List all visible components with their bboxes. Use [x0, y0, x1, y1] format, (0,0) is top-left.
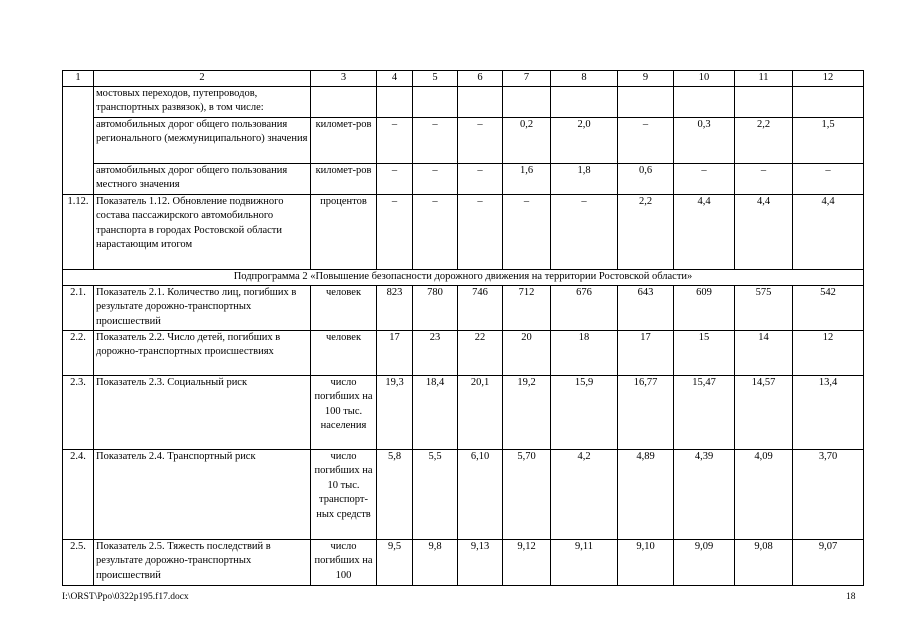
row-number: 2.1.: [63, 285, 94, 330]
indicator-name: мостовых переходов, путепроводов, транспортных развязок), в том числе:: [94, 86, 311, 117]
value-cell: 9,09: [674, 539, 735, 585]
value-cell: 12: [793, 330, 864, 375]
value-cell: –: [458, 194, 503, 269]
table-row: [63, 449, 864, 539]
value-cell: 14,57: [735, 375, 793, 449]
subprogram-row: [63, 269, 864, 285]
value-cell: 2,2: [735, 117, 793, 163]
value-cell: 4,09: [735, 449, 793, 539]
document-path: I:\ORST\Ppo\0322p195.f17.docx: [62, 592, 189, 602]
unit: процентов: [311, 194, 377, 269]
value-cell: –: [413, 194, 458, 269]
value-cell: [618, 86, 674, 117]
value-cell: 5,5: [413, 449, 458, 539]
column-number: 8: [551, 71, 618, 87]
value-cell: 3,70: [793, 449, 864, 539]
unit: [311, 86, 377, 117]
row-number: 1.12.: [63, 194, 94, 269]
value-cell: 676: [551, 285, 618, 330]
row-number: [63, 86, 94, 194]
value-cell: [503, 86, 551, 117]
column-number: 2: [94, 71, 311, 87]
value-cell: 20: [503, 330, 551, 375]
column-number: 6: [458, 71, 503, 87]
value-cell: 1,6: [503, 163, 551, 194]
table-row: [63, 539, 864, 585]
value-cell: 14: [735, 330, 793, 375]
value-cell: 19,2: [503, 375, 551, 449]
value-cell: [551, 86, 618, 117]
value-cell: –: [458, 163, 503, 194]
value-cell: 9,07: [793, 539, 864, 585]
value-cell: 823: [377, 285, 413, 330]
unit: число погибших на 100: [311, 539, 377, 585]
value-cell: [793, 86, 864, 117]
table-row: [63, 163, 864, 194]
page-number: 18: [846, 592, 856, 602]
value-cell: –: [735, 163, 793, 194]
value-cell: –: [551, 194, 618, 269]
value-cell: –: [458, 117, 503, 163]
indicator-name: автомобильных дорог общего пользования регионального (межмуниципального) значения: [94, 117, 311, 163]
table-row: [63, 375, 864, 449]
table-row: [63, 330, 864, 375]
value-cell: 609: [674, 285, 735, 330]
value-cell: 17: [618, 330, 674, 375]
value-cell: 18: [551, 330, 618, 375]
value-cell: 4,39: [674, 449, 735, 539]
value-cell: 0,3: [674, 117, 735, 163]
value-cell: 9,08: [735, 539, 793, 585]
column-number: 3: [311, 71, 377, 87]
value-cell: –: [377, 117, 413, 163]
indicator-name: Показатель 2.2. Число детей, погибших в дорожно-транспортных происшествиях: [94, 330, 311, 375]
value-cell: 746: [458, 285, 503, 330]
value-cell: 542: [793, 285, 864, 330]
value-cell: [735, 86, 793, 117]
table-row: [63, 86, 864, 117]
value-cell: –: [377, 194, 413, 269]
column-number: 1: [63, 71, 94, 87]
column-number: 12: [793, 71, 864, 87]
value-cell: 20,1: [458, 375, 503, 449]
row-number: 2.2.: [63, 330, 94, 375]
value-cell: 9,11: [551, 539, 618, 585]
value-cell: 9,13: [458, 539, 503, 585]
value-cell: 16,77: [618, 375, 674, 449]
value-cell: 15: [674, 330, 735, 375]
value-cell: 0,2: [503, 117, 551, 163]
table-row: [63, 194, 864, 269]
value-cell: 6,10: [458, 449, 503, 539]
value-cell: –: [377, 163, 413, 194]
row-number: 2.5.: [63, 539, 94, 585]
value-cell: 15,47: [674, 375, 735, 449]
indicators-table: [62, 70, 864, 586]
column-number: 10: [674, 71, 735, 87]
value-cell: –: [413, 117, 458, 163]
value-cell: 22: [458, 330, 503, 375]
value-cell: 13,4: [793, 375, 864, 449]
value-cell: 15,9: [551, 375, 618, 449]
value-cell: 9,10: [618, 539, 674, 585]
column-number: 7: [503, 71, 551, 87]
value-cell: 1,5: [793, 117, 864, 163]
row-number: 2.3.: [63, 375, 94, 449]
value-cell: –: [793, 163, 864, 194]
value-cell: –: [413, 163, 458, 194]
value-cell: 4,4: [674, 194, 735, 269]
value-cell: 5,8: [377, 449, 413, 539]
column-number: 5: [413, 71, 458, 87]
row-number: 2.4.: [63, 449, 94, 539]
indicator-name: Показатель 2.3. Социальный риск: [94, 375, 311, 449]
indicator-name: Показатель 1.12. Обновление подвижного состава пассажирского автомобильного транспорта в городах Ростовской области нарастающим итогом: [94, 194, 311, 269]
value-cell: 4,2: [551, 449, 618, 539]
indicator-name: автомобильных дорог общего пользования местного значения: [94, 163, 311, 194]
value-cell: 9,8: [413, 539, 458, 585]
value-cell: 4,4: [735, 194, 793, 269]
value-cell: –: [503, 194, 551, 269]
unit: километ-ров: [311, 117, 377, 163]
indicator-name: Показатель 2.4. Транспортный риск: [94, 449, 311, 539]
value-cell: 9,5: [377, 539, 413, 585]
table-row: [63, 117, 864, 163]
value-cell: –: [674, 163, 735, 194]
column-number-row: [63, 71, 864, 87]
unit: число погибших на 10 тыс. транспорт-ных средств: [311, 449, 377, 539]
value-cell: 23: [413, 330, 458, 375]
unit: число погибших на 100 тыс. населения: [311, 375, 377, 449]
column-number: 9: [618, 71, 674, 87]
value-cell: –: [618, 117, 674, 163]
value-cell: 19,3: [377, 375, 413, 449]
column-number: 4: [377, 71, 413, 87]
unit: человек: [311, 330, 377, 375]
value-cell: 5,70: [503, 449, 551, 539]
value-cell: 575: [735, 285, 793, 330]
value-cell: [458, 86, 503, 117]
value-cell: 17: [377, 330, 413, 375]
value-cell: 712: [503, 285, 551, 330]
column-number: 11: [735, 71, 793, 87]
value-cell: 0,6: [618, 163, 674, 194]
value-cell: [377, 86, 413, 117]
table-row: [63, 285, 864, 330]
value-cell: [674, 86, 735, 117]
value-cell: 4,4: [793, 194, 864, 269]
value-cell: 1,8: [551, 163, 618, 194]
value-cell: 9,12: [503, 539, 551, 585]
indicator-name: Показатель 2.5. Тяжесть последствий в результате дорожно-транспортных происшествий: [94, 539, 311, 585]
value-cell: 2,0: [551, 117, 618, 163]
value-cell: 4,89: [618, 449, 674, 539]
subprogram-title: Подпрограмма 2 «Повышение безопасности дорожного движения на территории Ростовской области»: [63, 269, 864, 285]
unit: километ-ров: [311, 163, 377, 194]
value-cell: 18,4: [413, 375, 458, 449]
unit: человек: [311, 285, 377, 330]
indicator-name: Показатель 2.1. Количество лиц, погибших в результате дорожно-транспортных происшествий: [94, 285, 311, 330]
value-cell: [413, 86, 458, 117]
value-cell: 780: [413, 285, 458, 330]
value-cell: 643: [618, 285, 674, 330]
value-cell: 2,2: [618, 194, 674, 269]
